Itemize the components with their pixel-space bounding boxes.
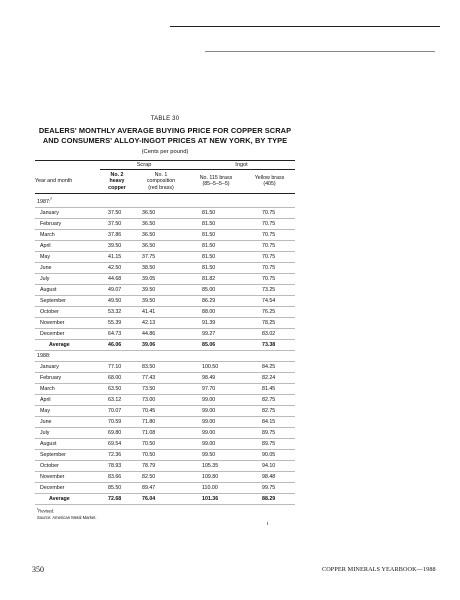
value-cell-no115-brass: 81.50 xyxy=(188,240,244,251)
value-cell-no2-heavy-copper: 69.54 xyxy=(100,438,134,449)
value-cell-no115-brass: 88.00 xyxy=(188,306,244,317)
value-cell-no2-heavy-copper: 42.50 xyxy=(100,262,134,273)
value-cell-no1-composition: 73.00 xyxy=(134,394,188,405)
average-cell-no115-brass: 85.06 xyxy=(188,339,244,350)
col-header-text: No. 2 xyxy=(110,172,124,178)
month-cell: February xyxy=(35,218,100,229)
value-cell-no2-heavy-copper: 44.68 xyxy=(100,273,134,284)
table-row xyxy=(35,438,295,449)
value-cell-no115-brass: 99.50 xyxy=(188,449,244,460)
value-cell-no1-composition: 37.75 xyxy=(134,251,188,262)
col-header-year-month: Year and month xyxy=(35,178,73,185)
col-header-no1-composition xyxy=(134,170,188,194)
value-cell-no1-composition: 77.43 xyxy=(134,372,188,383)
table-row xyxy=(35,383,295,394)
price-table xyxy=(35,160,295,505)
col-header-text: copper xyxy=(108,184,126,191)
footnote-text: Revised. xyxy=(38,508,55,514)
average-label: Average xyxy=(35,339,100,350)
value-cell-no2-heavy-copper: 39.50 xyxy=(100,240,134,251)
value-cell-yellow-brass: 70.75 xyxy=(244,229,295,240)
table-body xyxy=(35,193,295,504)
value-cell-no1-composition: 39.50 xyxy=(134,284,188,295)
value-cell-no115-brass: 109.80 xyxy=(188,471,244,482)
value-cell-no2-heavy-copper: 53.32 xyxy=(100,306,134,317)
value-cell-no1-composition: 36.50 xyxy=(134,218,188,229)
col-header-text: composition xyxy=(146,178,176,185)
value-cell-no115-brass: 81.50 xyxy=(188,229,244,240)
table-row xyxy=(35,449,295,460)
month-cell: November xyxy=(35,317,100,328)
table-row xyxy=(35,460,295,471)
value-cell-no1-composition: 89.47 xyxy=(134,482,188,493)
value-cell-no115-brass: 99.00 xyxy=(188,427,244,438)
table-row xyxy=(35,229,295,240)
value-cell-no2-heavy-copper: 68.00 xyxy=(100,372,134,383)
value-cell-no1-composition: 44.86 xyxy=(134,328,188,339)
value-cell-no2-heavy-copper: 37.50 xyxy=(100,218,134,229)
table-row xyxy=(35,295,295,306)
value-cell-no1-composition: 36.50 xyxy=(134,229,188,240)
table-number: TABLE 30 xyxy=(150,116,180,122)
col-header-text: No. 1 xyxy=(154,172,168,178)
month-cell: December xyxy=(35,482,100,493)
value-cell-no115-brass: 99.00 xyxy=(188,405,244,416)
footnote-mark: r xyxy=(37,506,39,511)
value-cell-no2-heavy-copper: 49.50 xyxy=(100,295,134,306)
month-cell: April xyxy=(35,240,100,251)
table-title-line1: DEALERS' MONTHLY AVERAGE BUYING PRICE FOR COPPER SCRAP xyxy=(38,126,292,135)
value-cell-yellow-brass: 70.75 xyxy=(244,273,295,284)
value-cell-yellow-brass: 70.75 xyxy=(244,207,295,218)
value-cell-no115-brass: 81.50 xyxy=(188,207,244,218)
month-cell: January xyxy=(35,361,100,372)
value-cell-no115-brass: 81.82 xyxy=(188,273,244,284)
month-cell: June xyxy=(35,416,100,427)
value-cell-no115-brass: 81.50 xyxy=(188,262,244,273)
value-cell-yellow-brass: 81.45 xyxy=(244,383,295,394)
value-cell-no115-brass: 99.00 xyxy=(188,416,244,427)
value-cell-no2-heavy-copper: 78.93 xyxy=(100,460,134,471)
stray-mark xyxy=(267,522,268,525)
value-cell-yellow-brass: 73.25 xyxy=(244,284,295,295)
average-cell-no2-heavy-copper: 72.68 xyxy=(100,493,134,504)
value-cell-yellow-brass: 82.24 xyxy=(244,372,295,383)
table-subtitle: (Cents per pound) xyxy=(141,149,189,155)
value-cell-no2-heavy-copper: 63.50 xyxy=(100,383,134,394)
value-cell-no2-heavy-copper: 83.66 xyxy=(100,471,134,482)
average-cell-no2-heavy-copper: 46.06 xyxy=(100,339,134,350)
value-cell-no1-composition: 36.50 xyxy=(134,207,188,218)
month-cell: October xyxy=(35,306,100,317)
month-cell: March xyxy=(35,229,100,240)
value-cell-yellow-brass: 70.75 xyxy=(244,262,295,273)
col-header-text: Yellow brass xyxy=(254,175,285,182)
table-row xyxy=(35,240,295,251)
group-header-blank xyxy=(35,161,100,170)
year-note-mark: r xyxy=(50,195,52,201)
value-cell-no2-heavy-copper: 69.80 xyxy=(100,427,134,438)
year-cell xyxy=(35,193,295,207)
top-rule xyxy=(170,26,440,27)
value-cell-no2-heavy-copper: 85.50 xyxy=(100,482,134,493)
running-head: COPPER MINERALS YEARBOOK—1988 xyxy=(322,566,436,573)
value-cell-no1-composition: 71.80 xyxy=(134,416,188,427)
value-cell-no115-brass: 100.50 xyxy=(188,361,244,372)
average-cell-yellow-brass: 73.38 xyxy=(244,339,295,350)
value-cell-no1-composition: 39.05 xyxy=(134,273,188,284)
col-header-text: heavy xyxy=(109,178,125,185)
month-cell: July xyxy=(35,427,100,438)
value-cell-no115-brass: 110.00 xyxy=(188,482,244,493)
col-header-no115-brass xyxy=(188,170,244,194)
value-cell-no2-heavy-copper: 49.07 xyxy=(100,284,134,295)
value-cell-no2-heavy-copper: 55.39 xyxy=(100,317,134,328)
average-cell-no1-composition: 39.06 xyxy=(134,339,188,350)
table-title xyxy=(35,126,295,145)
average-row xyxy=(35,493,295,504)
value-cell-no115-brass: 81.50 xyxy=(188,251,244,262)
table-row xyxy=(35,361,295,372)
value-cell-no2-heavy-copper: 64.73 xyxy=(100,328,134,339)
table-row xyxy=(35,207,295,218)
month-cell: September xyxy=(35,449,100,460)
year-label: 1987: xyxy=(37,198,51,205)
value-cell-yellow-brass: 70.75 xyxy=(244,240,295,251)
value-cell-no1-composition: 39.50 xyxy=(134,295,188,306)
value-cell-no115-brass: 97.70 xyxy=(188,383,244,394)
value-cell-no2-heavy-copper: 70.59 xyxy=(100,416,134,427)
value-cell-no2-heavy-copper: 63.12 xyxy=(100,394,134,405)
table-block xyxy=(35,116,295,520)
top-rule-secondary xyxy=(205,51,435,52)
group-header-ingot: Ingot xyxy=(188,161,295,170)
value-cell-yellow-brass: 76.25 xyxy=(244,306,295,317)
value-cell-no115-brass: 81.50 xyxy=(188,218,244,229)
value-cell-yellow-brass: 70.75 xyxy=(244,218,295,229)
average-cell-no115-brass: 101.36 xyxy=(188,493,244,504)
table-row xyxy=(35,328,295,339)
value-cell-yellow-brass: 84.25 xyxy=(244,361,295,372)
month-cell: September xyxy=(35,295,100,306)
month-cell: May xyxy=(35,405,100,416)
value-cell-yellow-brass: 99.75 xyxy=(244,482,295,493)
value-cell-no1-composition: 70.50 xyxy=(134,449,188,460)
value-cell-no115-brass: 91.39 xyxy=(188,317,244,328)
table-row xyxy=(35,394,295,405)
table-title-line2: AND CONSUMERS' ALLOY-INGOT PRICES AT NEW YORK, BY TYPE xyxy=(42,135,288,145)
year-cell xyxy=(35,350,295,361)
value-cell-yellow-brass: 70.75 xyxy=(244,251,295,262)
value-cell-no2-heavy-copper: 70.07 xyxy=(100,405,134,416)
value-cell-yellow-brass: 83.02 xyxy=(244,328,295,339)
value-cell-yellow-brass: 82.75 xyxy=(244,405,295,416)
table-row xyxy=(35,218,295,229)
month-cell: August xyxy=(35,438,100,449)
value-cell-no115-brass: 99.27 xyxy=(188,328,244,339)
col-header-no2-heavy-copper xyxy=(100,170,134,194)
value-cell-no2-heavy-copper: 37.86 xyxy=(100,229,134,240)
month-cell: October xyxy=(35,460,100,471)
col-header-text: No. 115 brass xyxy=(199,175,233,182)
month-cell: June xyxy=(35,262,100,273)
value-cell-no115-brass: 105.35 xyxy=(188,460,244,471)
month-cell: May xyxy=(35,251,100,262)
table-row xyxy=(35,262,295,273)
value-cell-yellow-brass: 89.75 xyxy=(244,438,295,449)
month-cell: March xyxy=(35,383,100,394)
table-row xyxy=(35,284,295,295)
value-cell-no1-composition: 71.08 xyxy=(134,427,188,438)
value-cell-no1-composition: 38.50 xyxy=(134,262,188,273)
col-header-text: (red brass) xyxy=(148,184,174,191)
table-row xyxy=(35,251,295,262)
value-cell-no1-composition: 70.50 xyxy=(134,438,188,449)
value-cell-no115-brass: 98.49 xyxy=(188,372,244,383)
month-cell: August xyxy=(35,284,100,295)
value-cell-yellow-brass: 82.75 xyxy=(244,394,295,405)
value-cell-no1-composition: 42.13 xyxy=(134,317,188,328)
average-cell-no1-composition: 76.04 xyxy=(134,493,188,504)
table-header xyxy=(35,161,295,194)
table-row xyxy=(35,306,295,317)
table-row xyxy=(35,317,295,328)
value-cell-no2-heavy-copper: 77.10 xyxy=(100,361,134,372)
value-cell-no1-composition: 83.50 xyxy=(134,361,188,372)
value-cell-no2-heavy-copper: 41.15 xyxy=(100,251,134,262)
value-cell-no2-heavy-copper: 72.36 xyxy=(100,449,134,460)
month-cell: December xyxy=(35,328,100,339)
value-cell-no1-composition: 73.50 xyxy=(134,383,188,394)
value-cell-no2-heavy-copper: 37.50 xyxy=(100,207,134,218)
value-cell-yellow-brass: 98.48 xyxy=(244,471,295,482)
table-row xyxy=(35,405,295,416)
value-cell-no115-brass: 99.00 xyxy=(188,394,244,405)
page-number: 350 xyxy=(32,565,44,574)
table-row xyxy=(35,273,295,284)
table-row xyxy=(35,372,295,383)
value-cell-no1-composition: 82.50 xyxy=(134,471,188,482)
value-cell-yellow-brass: 90.05 xyxy=(244,449,295,460)
footnote xyxy=(35,507,295,513)
year-row xyxy=(35,350,295,361)
value-cell-no115-brass: 86.29 xyxy=(188,295,244,306)
col-header-yellow-brass xyxy=(244,170,295,194)
month-cell: April xyxy=(35,394,100,405)
value-cell-yellow-brass: 94.10 xyxy=(244,460,295,471)
year-row xyxy=(35,193,295,207)
value-cell-no1-composition: 41.41 xyxy=(134,306,188,317)
month-cell: January xyxy=(35,207,100,218)
value-cell-yellow-brass: 78.25 xyxy=(244,317,295,328)
average-row xyxy=(35,339,295,350)
year-label: 1988: xyxy=(37,352,51,359)
value-cell-yellow-brass: 74.54 xyxy=(244,295,295,306)
month-cell: February xyxy=(35,372,100,383)
average-label: Average xyxy=(35,493,100,504)
table-row xyxy=(35,482,295,493)
average-cell-yellow-brass: 88.29 xyxy=(244,493,295,504)
value-cell-no115-brass: 99.00 xyxy=(188,438,244,449)
table-row xyxy=(35,416,295,427)
value-cell-no1-composition: 78.79 xyxy=(134,460,188,471)
source-note: Source: American Metal Market. xyxy=(37,515,97,521)
value-cell-yellow-brass: 89.75 xyxy=(244,427,295,438)
month-cell: November xyxy=(35,471,100,482)
month-cell: July xyxy=(35,273,100,284)
value-cell-no1-composition: 36.50 xyxy=(134,240,188,251)
col-header-text: (405) xyxy=(263,181,276,188)
value-cell-no1-composition: 70.45 xyxy=(134,405,188,416)
value-cell-yellow-brass: 84.15 xyxy=(244,416,295,427)
col-header-text: (85–5–5–5) xyxy=(202,181,230,188)
group-header-scrap: Scrap xyxy=(100,161,188,170)
value-cell-no115-brass: 85.00 xyxy=(188,284,244,295)
table-row xyxy=(35,471,295,482)
table-row xyxy=(35,427,295,438)
